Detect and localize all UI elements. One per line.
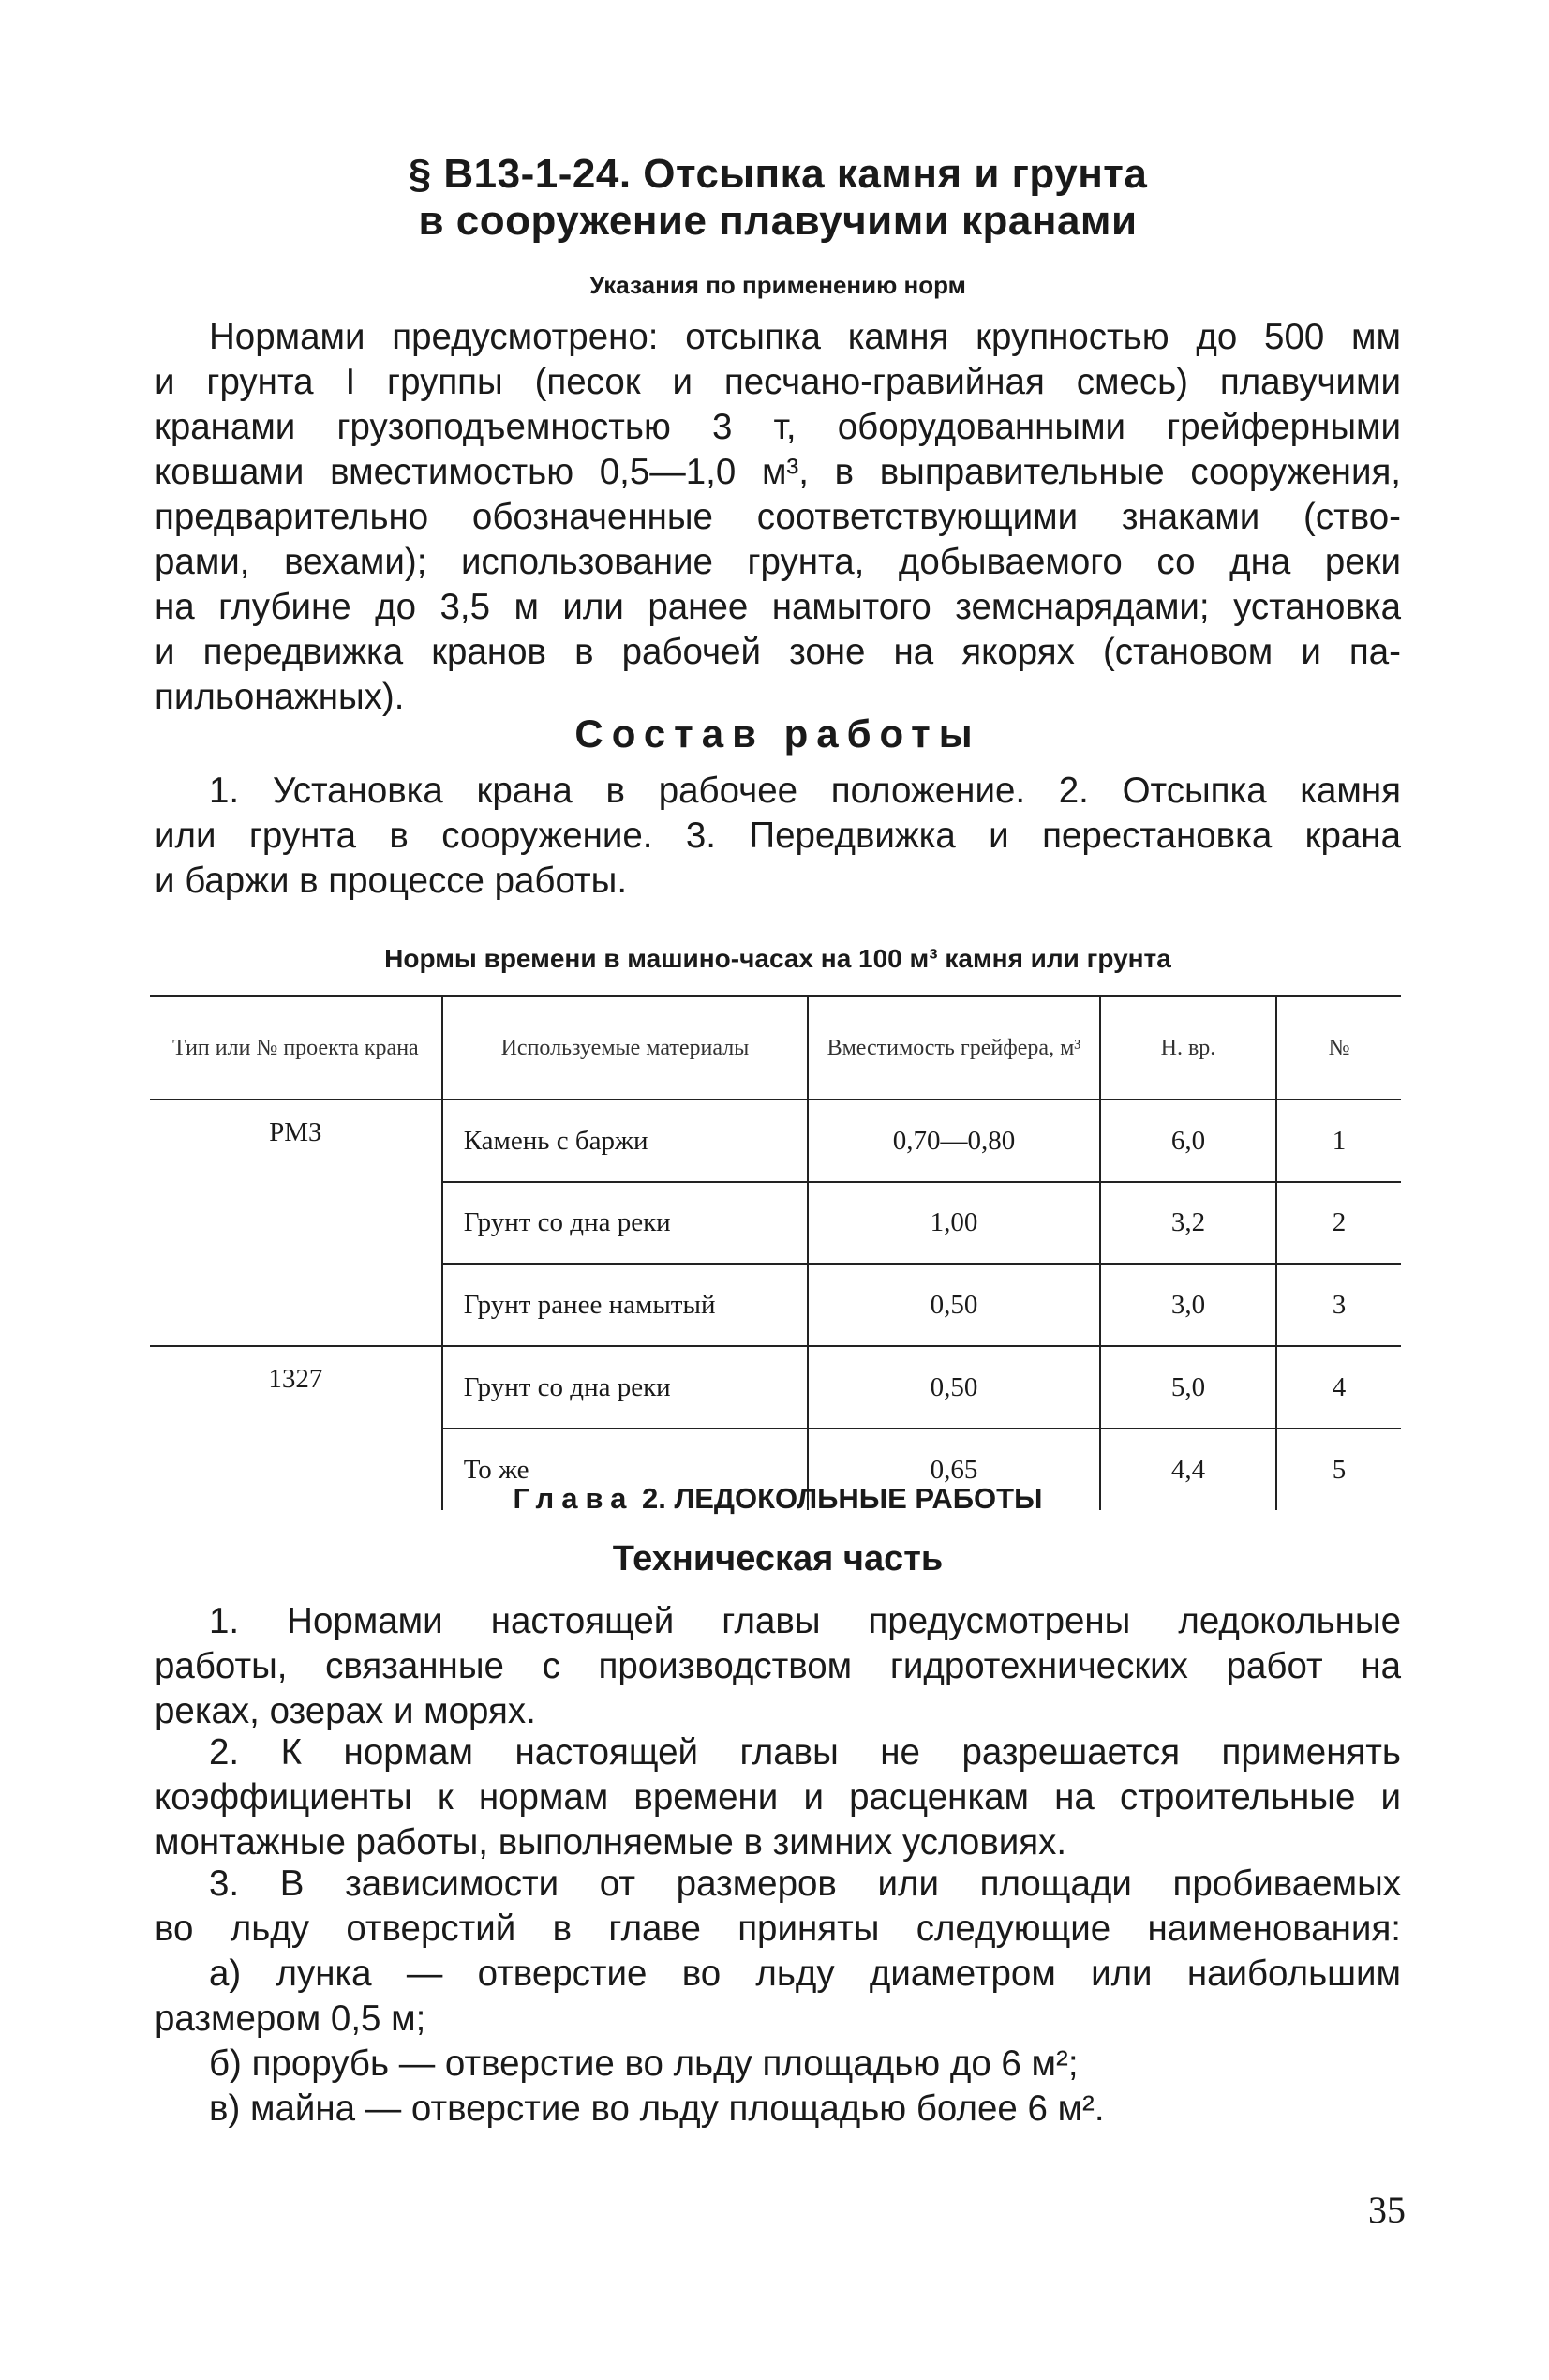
chapter-line: в) майна — отверстие во льду площадью более 6 м².: [209, 2088, 1105, 2129]
cell-number: 4: [1276, 1346, 1401, 1429]
cell-material: Грунт ранее намытый: [442, 1264, 809, 1346]
table-row: [150, 1264, 1401, 1346]
work-line: или грунта в сооружение. 3. Передвижка и перестановка крана: [155, 816, 1401, 856]
chapter-line: реках, озерах и морях.: [155, 1691, 536, 1731]
chapter-line: 3. В зависимости от размеров или площади пробиваемых: [209, 1864, 1401, 1904]
chapter-line: работы, связанные с производством гидротехнических работ на: [155, 1646, 1401, 1686]
cell-material: Грунт со дна реки: [442, 1182, 809, 1264]
intro-line: и передвижка кранов в рабочей зоне на якорях (становом и па-: [155, 632, 1401, 672]
cell-norm: 5,0: [1100, 1346, 1276, 1429]
table-row: [150, 1100, 1401, 1182]
section-title-line1: § В13-1-24. Отсыпка камня и грунта: [408, 151, 1148, 197]
cell-norm: 6,0: [1100, 1100, 1276, 1182]
intro-line: Нормами предусмотрено: отсыпка камня крупностью до 500 мм: [209, 317, 1401, 357]
work-composition-heading: Состав работы: [574, 711, 981, 756]
cell-material: Грунт со дна реки: [442, 1346, 809, 1429]
chapter-prefix: Глава: [513, 1482, 634, 1515]
table-row: [150, 1182, 1401, 1264]
norms-table: [150, 995, 1401, 1510]
work-line: 1. Установка крана в рабочее положение. 2. Отсыпка камня: [209, 771, 1401, 811]
intro-line: кранами грузоподъемностью 3 т, оборудованными грейферными: [155, 407, 1401, 447]
chapter-line: монтажные работы, выполняемые в зимних условиях.: [155, 1822, 1067, 1863]
instructions-heading: Указания по применению норм: [589, 271, 966, 299]
chapter-line: размером 0,5 м;: [155, 1998, 426, 2039]
chapter-line: а) лунка — отверстие во льду диаметром или наибольшим: [209, 1953, 1401, 1994]
chapter-line: во льду отверстий в главе приняты следующие наименования:: [155, 1908, 1401, 1949]
work-line: и баржи в процессе работы.: [155, 861, 628, 901]
cell-capacity: 1,00: [808, 1182, 1100, 1264]
cell-crane: РМЗ: [269, 1117, 322, 1147]
cell-crane: [150, 1264, 442, 1346]
chapter-paragraph-2: [155, 1730, 1401, 1865]
cell-material: То же: [442, 1429, 809, 1510]
work-paragraph: [155, 769, 1401, 904]
header-capacity: Вместимость грейфера, м³: [808, 996, 1100, 1100]
intro-line: и грунта I группы (песок и песчано-гравийная смесь) плавучими: [155, 362, 1401, 402]
header-number: №: [1276, 996, 1401, 1100]
cell-norm: 3,0: [1100, 1264, 1276, 1346]
cell-number: 1: [1276, 1100, 1401, 1182]
intro-line: на глубине до 3,5 м или ранее намытого земснарядами; установка: [155, 587, 1401, 627]
cell-capacity: 0,50: [808, 1264, 1100, 1346]
header-norm: Н. вр.: [1100, 996, 1276, 1100]
chapter-paragraph-3: [155, 1862, 1401, 2132]
technical-part-heading: Техническая часть: [612, 1539, 944, 1579]
cell-norm: 4,4: [1100, 1429, 1276, 1510]
intro-paragraph: [155, 315, 1401, 720]
chapter-heading: [155, 1481, 1401, 1517]
intro-line: ковшами вместимостью 0,5—1,0 м³, в выправительные сооружения,: [155, 452, 1401, 492]
intro-line: рами, вехами); использование грунта, добываемого со дна реки: [155, 542, 1401, 582]
cell-capacity: 0,65: [808, 1429, 1100, 1510]
cell-crane: 1327: [150, 1346, 442, 1429]
chapter-paragraph-1: [155, 1599, 1401, 1734]
header-materials: Используемые материалы: [442, 996, 809, 1100]
page-number: 35: [1368, 2189, 1406, 2231]
table-caption: Нормы времени в машино-часах на 100 м³ камня или грунта: [384, 944, 1171, 973]
intro-line: предварительно обозначенные соответствующими знаками (ство-: [155, 497, 1401, 537]
cell-crane: [150, 1182, 442, 1264]
chapter-line: коэффициенты к нормам времени и расценкам на строительные и: [155, 1777, 1401, 1818]
intro-line: пильонажных).: [155, 677, 405, 717]
cell-number: 3: [1276, 1264, 1401, 1346]
table-row: [150, 1346, 1401, 1429]
chapter-title: 2. ЛЕДОКОЛЬНЫЕ РАБОТЫ: [642, 1482, 1043, 1515]
cell-material: Камень с баржи: [442, 1100, 809, 1182]
cell-capacity: 0,50: [808, 1346, 1100, 1429]
chapter-line: 1. Нормами настоящей главы предусмотрены ледокольные: [209, 1601, 1401, 1641]
chapter-line: б) прорубь — отверстие во льду площадью до 6 м²;: [209, 2043, 1079, 2084]
table-header-row: [150, 996, 1401, 1100]
cell-number: 2: [1276, 1182, 1401, 1264]
cell-capacity: 0,70—0,80: [808, 1100, 1100, 1182]
header-crane-type: Тип или № проекта крана: [150, 996, 442, 1100]
chapter-line: 2. К нормам настоящей главы не разрешается применять: [209, 1732, 1401, 1773]
cell-number: 5: [1276, 1429, 1401, 1510]
cell-norm: 3,2: [1100, 1182, 1276, 1264]
section-title-line2: в сооружение плавучими кранами: [418, 198, 1138, 244]
